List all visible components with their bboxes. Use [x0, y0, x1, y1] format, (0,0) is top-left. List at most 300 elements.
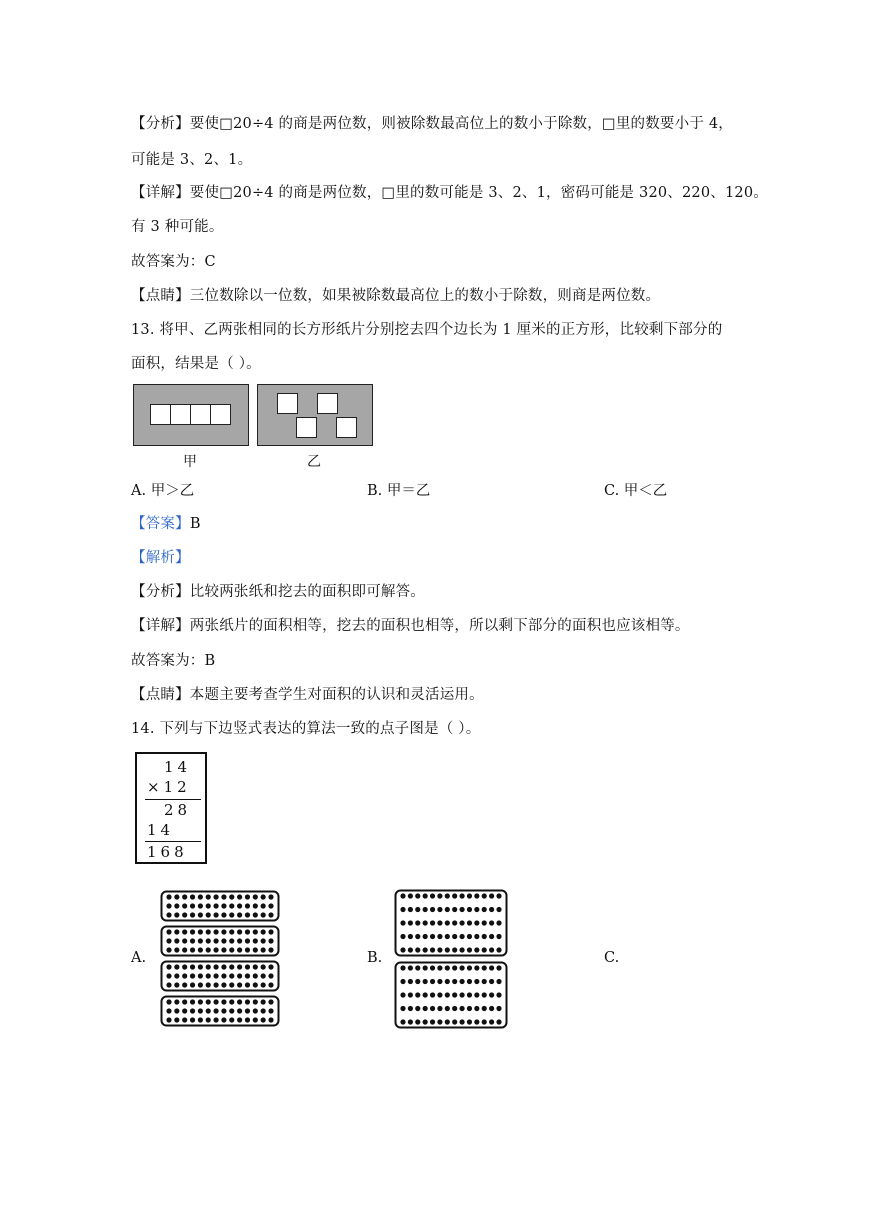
dot: [174, 903, 179, 908]
q13-explain-tag: 【解析】: [131, 550, 190, 566]
q14-option-c: C.: [604, 950, 620, 966]
dot: [190, 982, 195, 987]
answer-tag: 【答案】: [131, 516, 190, 532]
dot: [253, 1008, 258, 1013]
dot: [430, 979, 435, 984]
dot: [245, 1008, 250, 1013]
q14-option-b: B.: [367, 950, 383, 966]
dot: [166, 1008, 171, 1013]
dot: [221, 982, 226, 987]
q12-detail-line2: 有 3 种可能。: [131, 219, 224, 235]
cut-square: [190, 404, 211, 425]
dot: [408, 1006, 413, 1011]
dot: [237, 938, 242, 943]
dot: [253, 947, 258, 952]
dot: [206, 1008, 211, 1013]
dot: [430, 992, 435, 997]
dot: [445, 979, 450, 984]
dot: [452, 1019, 457, 1024]
dot: [474, 934, 479, 939]
dot: [474, 893, 479, 898]
dot: [474, 1019, 479, 1024]
dot: [166, 929, 171, 934]
dot: [474, 979, 479, 984]
dot: [400, 934, 405, 939]
q13-question-line1: 13. 将甲、乙两张相同的长方形纸片分别挖去四个边长为 1 厘米的正方形，比较剩下部分的: [131, 322, 723, 338]
dot: [198, 947, 203, 952]
q13-comment: 【点睛】本题主要考查学生对面积的认识和灵活运用。: [131, 687, 484, 703]
q13-option-b: B. 甲＝乙: [367, 483, 431, 499]
dot: [445, 1019, 450, 1024]
dot: [229, 964, 234, 969]
dot: [174, 894, 179, 899]
dot: [489, 934, 494, 939]
dot: [206, 947, 211, 952]
dot: [437, 992, 442, 997]
dot: [229, 894, 234, 899]
dot: [445, 1006, 450, 1011]
dot: [221, 912, 226, 917]
vertical-rule: [145, 799, 201, 800]
dot: [452, 893, 457, 898]
dot: [452, 965, 457, 970]
dot: [415, 992, 420, 997]
dot: [430, 947, 435, 952]
dot: [489, 965, 494, 970]
dot: [400, 965, 405, 970]
dot: [182, 999, 187, 1004]
dot: [166, 938, 171, 943]
dot: [221, 999, 226, 1004]
dot: [237, 982, 242, 987]
dot: [190, 973, 195, 978]
dot: [261, 999, 266, 1004]
answer-value: B: [189, 516, 201, 532]
q12-analysis-line2: 可能是 3、2、1。: [131, 152, 253, 168]
dot: [229, 1017, 234, 1022]
dot: [496, 965, 501, 970]
dot: [482, 920, 487, 925]
cut-square: [336, 417, 357, 438]
dot: [174, 1017, 179, 1022]
dot: [190, 938, 195, 943]
dot: [400, 1006, 405, 1011]
dot: [213, 947, 218, 952]
dot: [496, 992, 501, 997]
dot: [245, 964, 250, 969]
dot: [206, 912, 211, 917]
dot: [253, 894, 258, 899]
dot: [459, 992, 464, 997]
dot: [174, 964, 179, 969]
dot: [445, 893, 450, 898]
dot: [423, 965, 428, 970]
dot: [400, 1019, 405, 1024]
dot: [229, 982, 234, 987]
dot: [221, 973, 226, 978]
dot: [213, 964, 218, 969]
dot: [400, 979, 405, 984]
dot: [198, 973, 203, 978]
dot: [408, 992, 413, 997]
dot: [261, 1008, 266, 1013]
dot: [221, 903, 226, 908]
dot: [496, 947, 501, 952]
dot: [430, 934, 435, 939]
dot: [268, 964, 273, 969]
dot: [237, 894, 242, 899]
dot: [467, 893, 472, 898]
dot: [489, 1006, 494, 1011]
dot: [245, 1017, 250, 1022]
dot: [415, 934, 420, 939]
dot: [459, 947, 464, 952]
dot: [268, 929, 273, 934]
dot: [206, 929, 211, 934]
q14-option-a: A.: [131, 950, 147, 966]
dot: [174, 947, 179, 952]
dot: [221, 1017, 226, 1022]
q12-conclusion: 故答案为：C: [131, 254, 216, 270]
dot: [459, 920, 464, 925]
dot: [474, 992, 479, 997]
dot: [408, 947, 413, 952]
dot: [467, 920, 472, 925]
dot: [268, 1008, 273, 1013]
paper-jia: [133, 384, 249, 446]
dot: [213, 929, 218, 934]
label-jia: 甲: [183, 454, 197, 470]
dot: [423, 1019, 428, 1024]
dot: [467, 979, 472, 984]
dot: [229, 1008, 234, 1013]
dot: [430, 1006, 435, 1011]
dot: [253, 1017, 258, 1022]
dot: [166, 973, 171, 978]
dot: [261, 912, 266, 917]
dot: [437, 947, 442, 952]
dot: [166, 999, 171, 1004]
dot: [261, 894, 266, 899]
dot: [190, 929, 195, 934]
dot: [206, 999, 211, 1004]
dot: [190, 912, 195, 917]
dot: [437, 1019, 442, 1024]
dot: [408, 934, 413, 939]
dot: [261, 929, 266, 934]
dot: [261, 982, 266, 987]
q12-analysis-line1: 【分析】要使□20÷4 的商是两位数，则被除数最高位上的数小于除数，□里的数要小于 4，: [131, 116, 733, 132]
dot: [437, 979, 442, 984]
dot: [221, 947, 226, 952]
dot: [237, 1008, 242, 1013]
dot: [261, 973, 266, 978]
dot: [182, 964, 187, 969]
dot: [261, 947, 266, 952]
dot: [213, 973, 218, 978]
dot: [166, 912, 171, 917]
dot: [489, 1019, 494, 1024]
dot: [213, 938, 218, 943]
dot: [474, 920, 479, 925]
q12-detail-line1: 【详解】要使□20÷4 的商是两位数，□里的数可能是 3、2、1，密码可能是 320、220、120。: [131, 185, 768, 201]
dot: [452, 920, 457, 925]
dot: [245, 912, 250, 917]
dot: [400, 992, 405, 997]
dot: [213, 903, 218, 908]
dot: [423, 920, 428, 925]
dot: [237, 947, 242, 952]
dot: [166, 1017, 171, 1022]
dot: [245, 929, 250, 934]
dot: [496, 1006, 501, 1011]
dot: [459, 934, 464, 939]
dot: [482, 934, 487, 939]
dot: [245, 982, 250, 987]
dot: [182, 1017, 187, 1022]
dot: [430, 920, 435, 925]
dot: [445, 907, 450, 912]
dot: [430, 1019, 435, 1024]
vertical-multiplication: [135, 752, 207, 864]
dot: [229, 912, 234, 917]
dot: [415, 893, 420, 898]
dot: [400, 907, 405, 912]
cut-square: [170, 404, 191, 425]
dot: [237, 1017, 242, 1022]
dot: [206, 938, 211, 943]
q13-answer: [131, 512, 201, 533]
dot: [415, 1019, 420, 1024]
dot: [445, 920, 450, 925]
label-yi: 乙: [307, 454, 321, 470]
q13-option-c: C. 甲＜乙: [604, 483, 668, 499]
dot: [482, 992, 487, 997]
dot: [221, 929, 226, 934]
dot: [445, 934, 450, 939]
dot: [482, 1019, 487, 1024]
dot: [474, 1006, 479, 1011]
dot: [489, 893, 494, 898]
dot: [245, 947, 250, 952]
dot: [182, 938, 187, 943]
dot: [423, 1006, 428, 1011]
dot: [229, 903, 234, 908]
dot: [408, 965, 413, 970]
dot: [253, 982, 258, 987]
cut-square: [210, 404, 231, 425]
dot: [229, 938, 234, 943]
dot: [221, 894, 226, 899]
dot: [237, 912, 242, 917]
dot: [415, 965, 420, 970]
dot: [467, 947, 472, 952]
dot: [437, 920, 442, 925]
dot: [496, 1019, 501, 1024]
dot: [229, 973, 234, 978]
dot: [198, 999, 203, 1004]
dot: [190, 999, 195, 1004]
dot: [268, 938, 273, 943]
dot: [467, 992, 472, 997]
dot: [253, 912, 258, 917]
dot: [400, 893, 405, 898]
dot: [489, 920, 494, 925]
dot: [489, 992, 494, 997]
dot: [245, 973, 250, 978]
dot: [182, 894, 187, 899]
dot: [415, 907, 420, 912]
vertical-rule: [145, 841, 201, 842]
dot: [489, 907, 494, 912]
dot: [408, 1019, 413, 1024]
dot: [206, 964, 211, 969]
dot: [182, 947, 187, 952]
dot: [206, 1017, 211, 1022]
dot: [474, 965, 479, 970]
dot: [166, 894, 171, 899]
cut-square: [277, 393, 298, 414]
dot: [245, 938, 250, 943]
dot: [268, 903, 273, 908]
dot: [198, 982, 203, 987]
dot: [268, 894, 273, 899]
dot: [482, 947, 487, 952]
dot: [182, 1008, 187, 1013]
dot: [489, 947, 494, 952]
dot: [206, 903, 211, 908]
dot: [496, 979, 501, 984]
dot: [400, 947, 405, 952]
dot: [496, 934, 501, 939]
q13-analysis: 【分析】比较两张纸和挖去的面积即可解答。: [131, 584, 425, 600]
dot: [253, 903, 258, 908]
dot: [437, 934, 442, 939]
dot: [198, 938, 203, 943]
dot: [198, 1008, 203, 1013]
dot: [213, 1008, 218, 1013]
dot: [489, 979, 494, 984]
dot: [198, 1017, 203, 1022]
dot: [198, 903, 203, 908]
dot: [253, 973, 258, 978]
dot-diagram-a: [160, 890, 280, 1028]
dot: [415, 979, 420, 984]
dot: [182, 929, 187, 934]
dot: [408, 907, 413, 912]
dot: [221, 938, 226, 943]
dot: [415, 947, 420, 952]
dot: [182, 912, 187, 917]
dot: [482, 979, 487, 984]
dot: [467, 1019, 472, 1024]
dot: [482, 965, 487, 970]
dot: [198, 912, 203, 917]
dot: [213, 912, 218, 917]
dot: [482, 1006, 487, 1011]
dot: [166, 964, 171, 969]
dot: [445, 965, 450, 970]
dot: [190, 947, 195, 952]
dot: [166, 982, 171, 987]
dot: [459, 893, 464, 898]
dot: [190, 1017, 195, 1022]
dot: [221, 964, 226, 969]
dot: [245, 894, 250, 899]
dot: [452, 1006, 457, 1011]
dot: [482, 907, 487, 912]
dot: [174, 999, 179, 1004]
dot: [430, 893, 435, 898]
dot: [253, 964, 258, 969]
q12-comment: 【点睛】三位数除以一位数，如果被除数最高位上的数小于除数，则商是两位数。: [131, 288, 661, 304]
dot: [452, 992, 457, 997]
dot: [268, 912, 273, 917]
dot: [423, 907, 428, 912]
dot: [182, 982, 187, 987]
dot: [166, 947, 171, 952]
dot: [174, 938, 179, 943]
paper-yi: [257, 384, 373, 446]
dot: [437, 1006, 442, 1011]
dot: [253, 999, 258, 1004]
dot: [474, 947, 479, 952]
dot: [437, 907, 442, 912]
dot: [253, 938, 258, 943]
dot: [496, 893, 501, 898]
dot: [496, 907, 501, 912]
dot: [467, 934, 472, 939]
vertical-row-2: ×12: [147, 778, 191, 796]
dot: [423, 947, 428, 952]
dot: [430, 965, 435, 970]
dot: [190, 903, 195, 908]
dot: [261, 1017, 266, 1022]
dot: [174, 1008, 179, 1013]
dot: [261, 938, 266, 943]
dot: [237, 903, 242, 908]
dot: [229, 947, 234, 952]
dot: [174, 929, 179, 934]
dot: [237, 929, 242, 934]
dot: [423, 992, 428, 997]
dot: [245, 903, 250, 908]
dot: [253, 929, 258, 934]
dot: [221, 1008, 226, 1013]
dot: [445, 992, 450, 997]
dot: [423, 893, 428, 898]
dot: [213, 982, 218, 987]
dot: [415, 920, 420, 925]
cut-square: [296, 417, 317, 438]
dot: [268, 1017, 273, 1022]
dot: [268, 973, 273, 978]
q13-option-a: A. 甲＞乙: [131, 483, 195, 499]
dot: [408, 893, 413, 898]
dot: [437, 893, 442, 898]
cut-square: [317, 393, 338, 414]
q13-conclusion: 故答案为：B: [131, 653, 216, 669]
dot: [198, 894, 203, 899]
dot: [190, 1008, 195, 1013]
dot: [496, 920, 501, 925]
q13-question-line2: 面积，结果是（ ）。: [131, 356, 261, 372]
dot: [452, 907, 457, 912]
dot: [182, 903, 187, 908]
dot: [268, 982, 273, 987]
dot: [198, 964, 203, 969]
dot: [174, 982, 179, 987]
